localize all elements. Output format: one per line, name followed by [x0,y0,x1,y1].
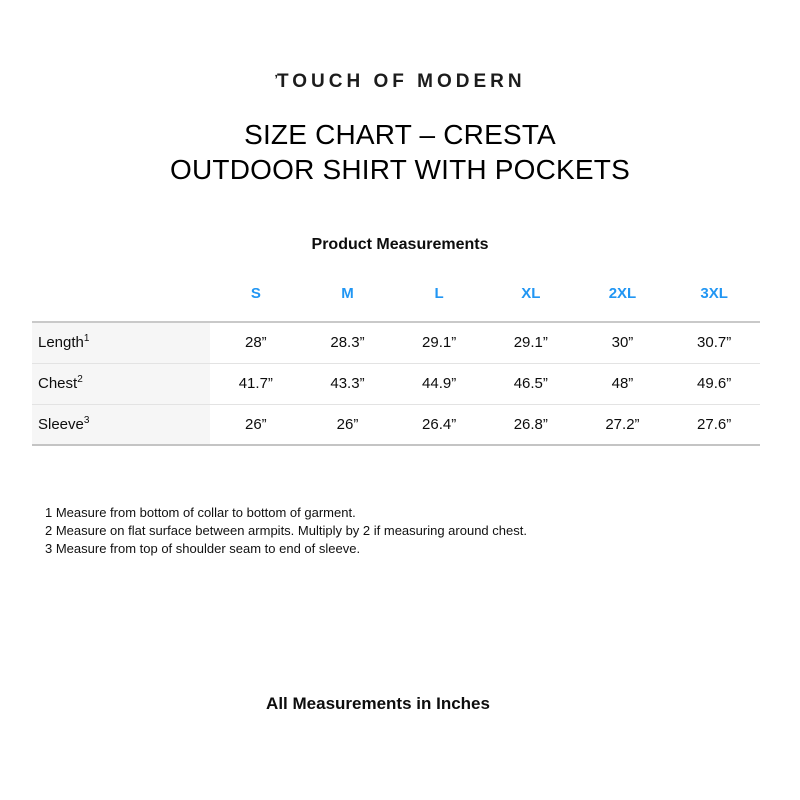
cell-length-2xl: 30” [577,322,669,363]
footnote-1: 1 Measure from bottom of collar to bottom of garment. [45,505,356,520]
product-measurements-heading: Product Measurements [311,236,489,253]
title-line-1: SIZE CHART – CRESTA [244,119,556,150]
cell-chest-3xl: 49.6” [668,363,760,404]
cell-chest-s: 41.7” [210,363,302,404]
brand-name: TOUCH OF MODERN [277,71,526,92]
footnote-ref-1: 1 [83,333,90,345]
brand-logo [0,0,800,92]
cell-chest-xl: 46.5” [485,363,577,404]
size-header-s: S [250,285,261,302]
cell-length-s: 28” [210,322,302,363]
size-header-xl: XL [521,285,541,302]
footnote-ref-2: 2 [77,374,83,385]
row-label-length [32,322,210,363]
cell-sleeve-3xl: 27.6” [668,404,760,445]
row-label-text: Sleeve [38,415,84,433]
footnote-ref-3: 3 [83,414,90,426]
footnotes [45,504,800,558]
footnote-2: 2 Measure on flat surface between armpits. Multiply by 2 if measuring around chest. [45,523,527,538]
cell-sleeve-s: 26” [210,404,302,445]
cell-length-m: 28.3” [302,322,394,363]
cell-chest-l: 44.9” [393,363,485,404]
cell-sleeve-m: 26” [302,404,394,445]
page-title [0,117,800,187]
cell-length-xl: 29.1” [485,322,577,363]
row-label-text: Length [38,334,84,352]
cell-sleeve-xl: 26.8” [485,404,577,445]
cell-chest-2xl: 48” [577,363,669,404]
title-line-2: OUTDOOR SHIRT WITH POCKETS [170,154,630,185]
table-row-sleeve [32,404,760,445]
row-label-chest [32,363,210,404]
size-table [32,286,760,446]
footnote-3: 3 Measure from top of shoulder seam to end of sleeve. [45,541,361,556]
footer-note: All Measurements in Inches [266,694,490,713]
logo-tick-icon: ʼ [274,72,279,87]
size-header-empty-cell [32,286,210,322]
size-header-2xl: 2XL [608,285,637,302]
cell-sleeve-2xl: 27.2” [577,404,669,445]
cell-chest-m: 43.3” [302,363,394,404]
row-label-sleeve [32,404,210,445]
size-header-row [32,286,760,322]
table-row-length [32,322,760,363]
table-row-chest [32,363,760,404]
size-header-l: L [434,285,444,302]
size-header-3xl: 3XL [700,285,728,302]
cell-length-3xl: 30.7” [668,322,760,363]
row-label-text: Chest [38,375,78,392]
cell-length-l: 29.1” [393,322,485,363]
size-header-m: M [341,285,354,302]
cell-sleeve-l: 26.4” [393,404,485,445]
